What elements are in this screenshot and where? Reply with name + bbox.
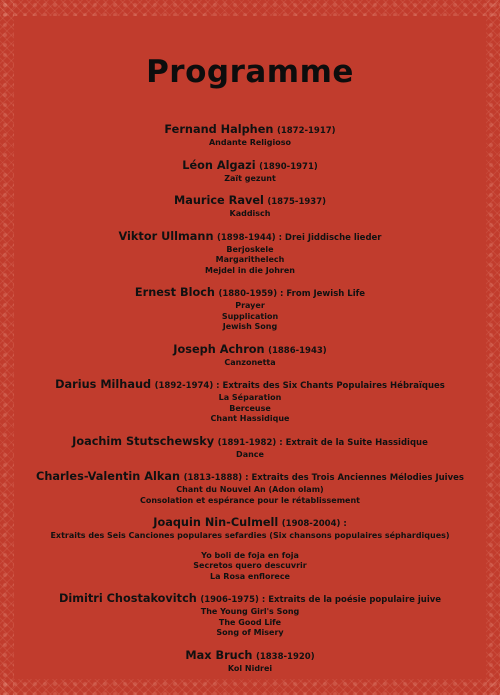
composer-name: Dimitri Chostakovitch [58, 592, 197, 605]
programme-entry [20, 123, 480, 149]
composer-info: (1891-1982) : Extrait de la Suite Hassidique [217, 437, 428, 448]
composer-info: (1886-1943) [268, 345, 327, 356]
composer-info: (1872-1917) [276, 126, 336, 136]
composer-name: Léon Algazi [182, 158, 256, 172]
programme-entry [20, 470, 480, 506]
work-title: La Séparation [218, 393, 282, 402]
work-title: Canzonetta [224, 357, 276, 367]
work-title: Prayer [235, 301, 265, 310]
composer-name: Maurice Ravel [174, 194, 264, 207]
programme-entry [20, 230, 480, 277]
composer-info: (1906-1975) : Extraits de la poésie populaire juive [200, 595, 442, 605]
programme-entry [20, 159, 480, 185]
border-right [486, 0, 500, 695]
work-title: Berjoskele [226, 244, 274, 254]
work-title: Andante Religioso [208, 138, 292, 147]
composer-info: (1838-1920) [255, 651, 315, 662]
programme-entry [20, 378, 480, 425]
composer-name: Joseph Achron [173, 342, 265, 356]
composer-info: (1908-2004) : [281, 519, 347, 529]
composer-name: Max Bruch [185, 648, 253, 662]
programme-entry [20, 516, 480, 582]
composer-info: (1813-1888) : Extraits des Trois Anciennes Mélodies Juives [183, 473, 464, 483]
work-title: Consolation et espérance pour le rétablissement [139, 495, 360, 505]
work-title: Kaddisch [229, 209, 271, 218]
work-title: The Good Life [218, 617, 282, 627]
border-top [0, 0, 500, 16]
work-title: Secretos quero descuvrir [193, 561, 307, 570]
work-title: Song of Misery [216, 628, 284, 637]
programme-entry [20, 649, 480, 675]
work-title: Chant du Nouvel An (Adon olam) [176, 485, 324, 494]
work-title: Dance [236, 449, 264, 459]
work-title: The Young Girl's Song [200, 607, 300, 616]
work-title: Mejdel in die Johren [205, 265, 295, 275]
programme-entry [20, 194, 480, 220]
border-left [0, 0, 14, 695]
composer-name: Ernest Bloch [134, 286, 215, 299]
programme-entry [20, 435, 480, 461]
work-title: Berceuse [229, 403, 271, 413]
work-title: Zaït gezunt [224, 173, 276, 183]
programme-entry [20, 286, 480, 333]
programme-entry [20, 343, 480, 369]
composer-info: (1892-1974) : Extraits des Six Chants Populaires Hébraïques [154, 381, 445, 391]
work-title: Margarithelech [215, 255, 285, 264]
composer-name: Viktor Ullmann [118, 229, 214, 243]
composer-name: Charles-Valentin Alkan [36, 470, 181, 483]
work-title: Kol Nidrei [227, 663, 273, 673]
composer-name: Fernand Halphen [164, 123, 274, 136]
composer-info: (1898-1944) : Drei Jiddische lieder [217, 232, 382, 243]
work-title: Supplication [221, 311, 279, 321]
work-title: Jewish Song [222, 322, 278, 331]
programme-list [20, 123, 480, 684]
composer-info: (1890-1971) [259, 161, 318, 172]
composer-info: (1875-1937) [267, 197, 326, 207]
work-title: La Rosa enflorece [210, 571, 290, 581]
composer-name: Joaquin Nin-Culmell [153, 516, 279, 529]
work-title: Chant Hassidique [210, 414, 290, 423]
work-subtitle: Extraits des Seis Canciones populares sefardies (Six chansons populaires séphardiques) [50, 531, 450, 540]
composer-name: Darius Milhaud [55, 378, 152, 391]
page-title: Programme [146, 54, 354, 90]
composer-info: (1880-1959) : From Jewish Life [218, 289, 366, 299]
programme-entry [20, 592, 480, 639]
composer-name: Joachim Stutschewsky [72, 434, 215, 448]
work-title: Yo boli de foja en foja [201, 550, 299, 560]
